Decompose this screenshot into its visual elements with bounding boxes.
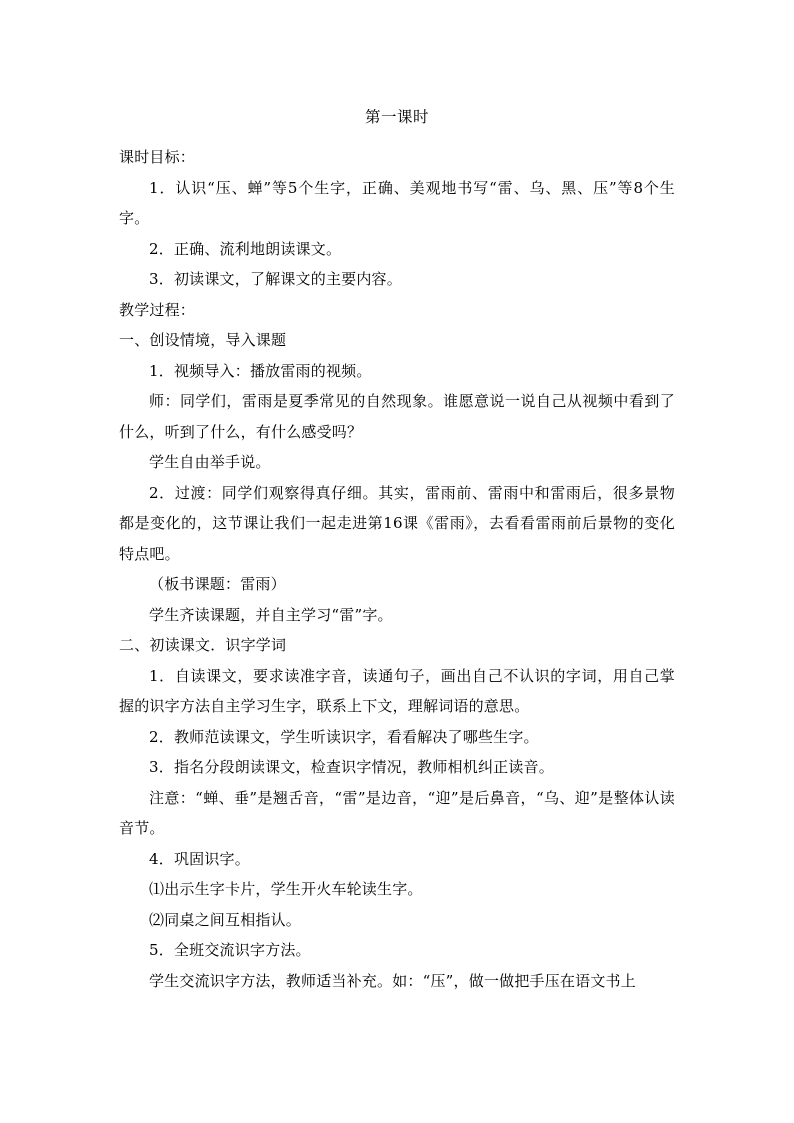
list-item: ⑵同桌之间互相指认。 <box>149 910 302 929</box>
body-paragraph: 学生交流识字方法，教师适当补充。如：“压”，做一做把手压在语文书上 <box>149 971 636 990</box>
section-heading-objectives: 课时目标： <box>119 148 196 166</box>
list-item: ⑴出示生字卡片，学生开火车轮读生字。 <box>149 880 423 898</box>
objective-item: 2．正确、流利地朗读课文。 <box>149 239 342 258</box>
body-paragraph: 5．全班交流识字方法。 <box>149 941 311 959</box>
objective-item: 1．认识“压、蝉”等5个生字，正确、美观地书写“雷、乌、黑、压”等8个生字。 <box>119 178 675 227</box>
body-paragraph: 注意：“蝉、垂”是翘舌音，“雷”是边音，“迎”是后鼻音，“乌、迎”是整体认读音节。 <box>119 788 675 837</box>
step-heading: 二、初读课文．识字学词 <box>119 636 287 654</box>
body-paragraph: 师：同学们，雷雨是夏季常见的自然现象。谁愿意说一说自己从视频中看到了什么，听到了什么，有什么感受吗？ <box>119 392 675 441</box>
document-body <box>119 142 675 996</box>
body-paragraph: （板书课题：雷雨） <box>149 575 286 593</box>
section-heading-process: 教学过程： <box>119 300 196 319</box>
step-heading: 一、创设情境，导入课题 <box>119 331 287 349</box>
body-paragraph: 学生齐读课题，并自主学习“雷”字。 <box>149 605 393 624</box>
body-paragraph: 1．自读课文，要求读准字音，读通句子，画出自己不认识的字词，用自己掌握的识字方法自主学习生字，联系上下文，理解词语的意思。 <box>119 666 675 715</box>
body-paragraph: 4．巩固识字。 <box>149 849 250 868</box>
body-paragraph: 2．教师范读课文，学生听读识字，看看解决了哪些生字。 <box>149 727 539 746</box>
objective-item: 3．初读课文，了解课文的主要内容。 <box>149 270 402 288</box>
page-title: 第一课时 <box>364 108 429 126</box>
body-paragraph: 学生自由举手说。 <box>149 453 271 471</box>
body-paragraph: 3．指名分段朗读课文，检查识字情况，教师相机纠正读音。 <box>149 758 554 776</box>
body-paragraph: 1．视频导入：播放雷雨的视频。 <box>149 361 372 380</box>
body-paragraph: 2．过渡：同学们观察得真仔细。其实，雷雨前、雷雨中和雷雨后，很多景物都是变化的，这节课让我们一起走进第16课《雷雨》，去看看雷雨前后景物的变化特点吧。 <box>119 483 675 563</box>
